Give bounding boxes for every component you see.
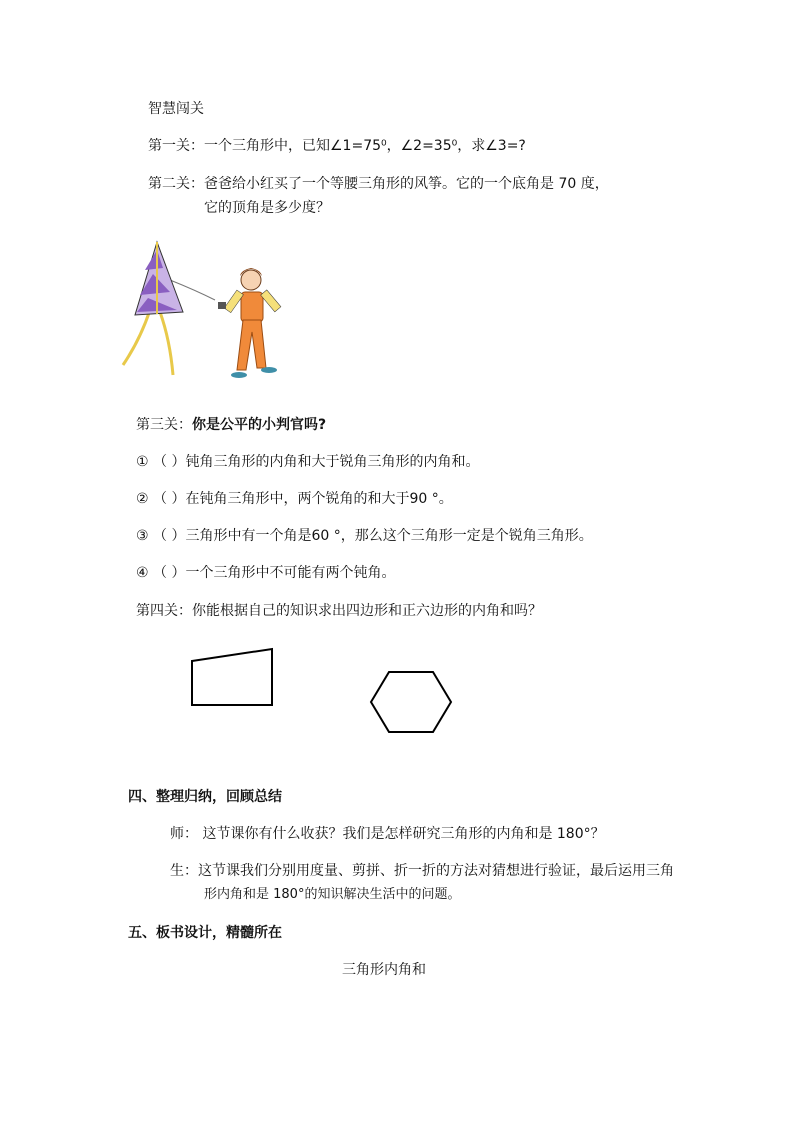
list-item	[136, 564, 395, 582]
level3-heading: 你是公平的小判官吗?	[192, 417, 327, 433]
section5-heading: 五、板书设计，精髓所在	[128, 925, 282, 941]
quadrilateral-shape	[185, 645, 280, 710]
level2-line1: 第二关：爸爸给小红买了一个等腰三角形的风筝。它的一个底角是 70 度，	[148, 176, 609, 192]
level3-prefix: 第三关：	[136, 417, 192, 433]
level2-line2: 它的顶角是多少度？	[204, 200, 330, 216]
kite-girl-illustration	[115, 240, 290, 390]
student-line1: 生：这节课我们分别用度量、剪拼、折一折的方法对猜想进行验证，最后运用三角	[170, 863, 674, 879]
item-number: ③	[136, 528, 149, 544]
student-line2: 形内角和是 180°的知识解决生活中的问题。	[204, 887, 461, 902]
item-number: ①	[136, 454, 149, 470]
list-item	[136, 453, 479, 471]
level3-line	[136, 416, 326, 434]
hexagon-shape	[367, 667, 455, 737]
board-title: 三角形内角和	[342, 962, 426, 978]
item-number: ②	[136, 491, 149, 507]
section4-heading: 四、整理归纳，回顾总结	[128, 789, 282, 805]
level1-text: 第一关：一个三角形中，已知∠1=75⁰，∠2=35⁰，求∠3=?	[148, 138, 526, 154]
item-text: （ ）在钝角三角形中，两个锐角的和大于90 °。	[153, 491, 453, 507]
teacher-line: 师： 这节课你有什么收获？我们是怎样研究三角形的内角和是 180°？	[170, 826, 605, 842]
item-text: （ ）一个三角形中不可能有两个钝角。	[153, 565, 396, 581]
list-item	[136, 527, 593, 545]
list-item	[136, 490, 453, 508]
section-title: 智慧闯关	[148, 101, 204, 117]
level4-text: 第四关：你能根据自己的知识求出四边形和正六边形的内角和吗？	[136, 603, 542, 619]
item-text: （ ）钝角三角形的内角和大于锐角三角形的内角和。	[153, 454, 480, 470]
item-number: ④	[136, 565, 149, 581]
item-text: （ ）三角形中有一个角是60 °，那么这个三角形一定是个锐角三角形。	[153, 528, 593, 544]
